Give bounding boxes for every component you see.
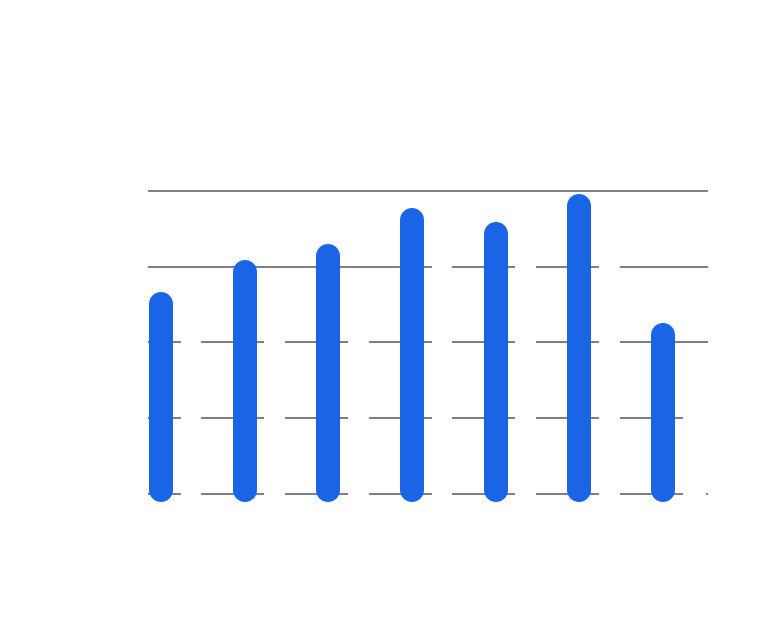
bar-7 (651, 323, 675, 502)
bar-1 (149, 292, 173, 502)
bar-6 (567, 194, 591, 502)
bar-2 (233, 260, 257, 502)
bar-3 (316, 244, 340, 502)
gridline-segment-row5 (706, 493, 709, 495)
gridline-segment-row2 (620, 266, 709, 268)
bar-4 (400, 208, 424, 502)
gridline-segment-row2 (148, 266, 432, 268)
gridline-segment-row1 (148, 190, 708, 192)
bar-5 (484, 222, 508, 502)
